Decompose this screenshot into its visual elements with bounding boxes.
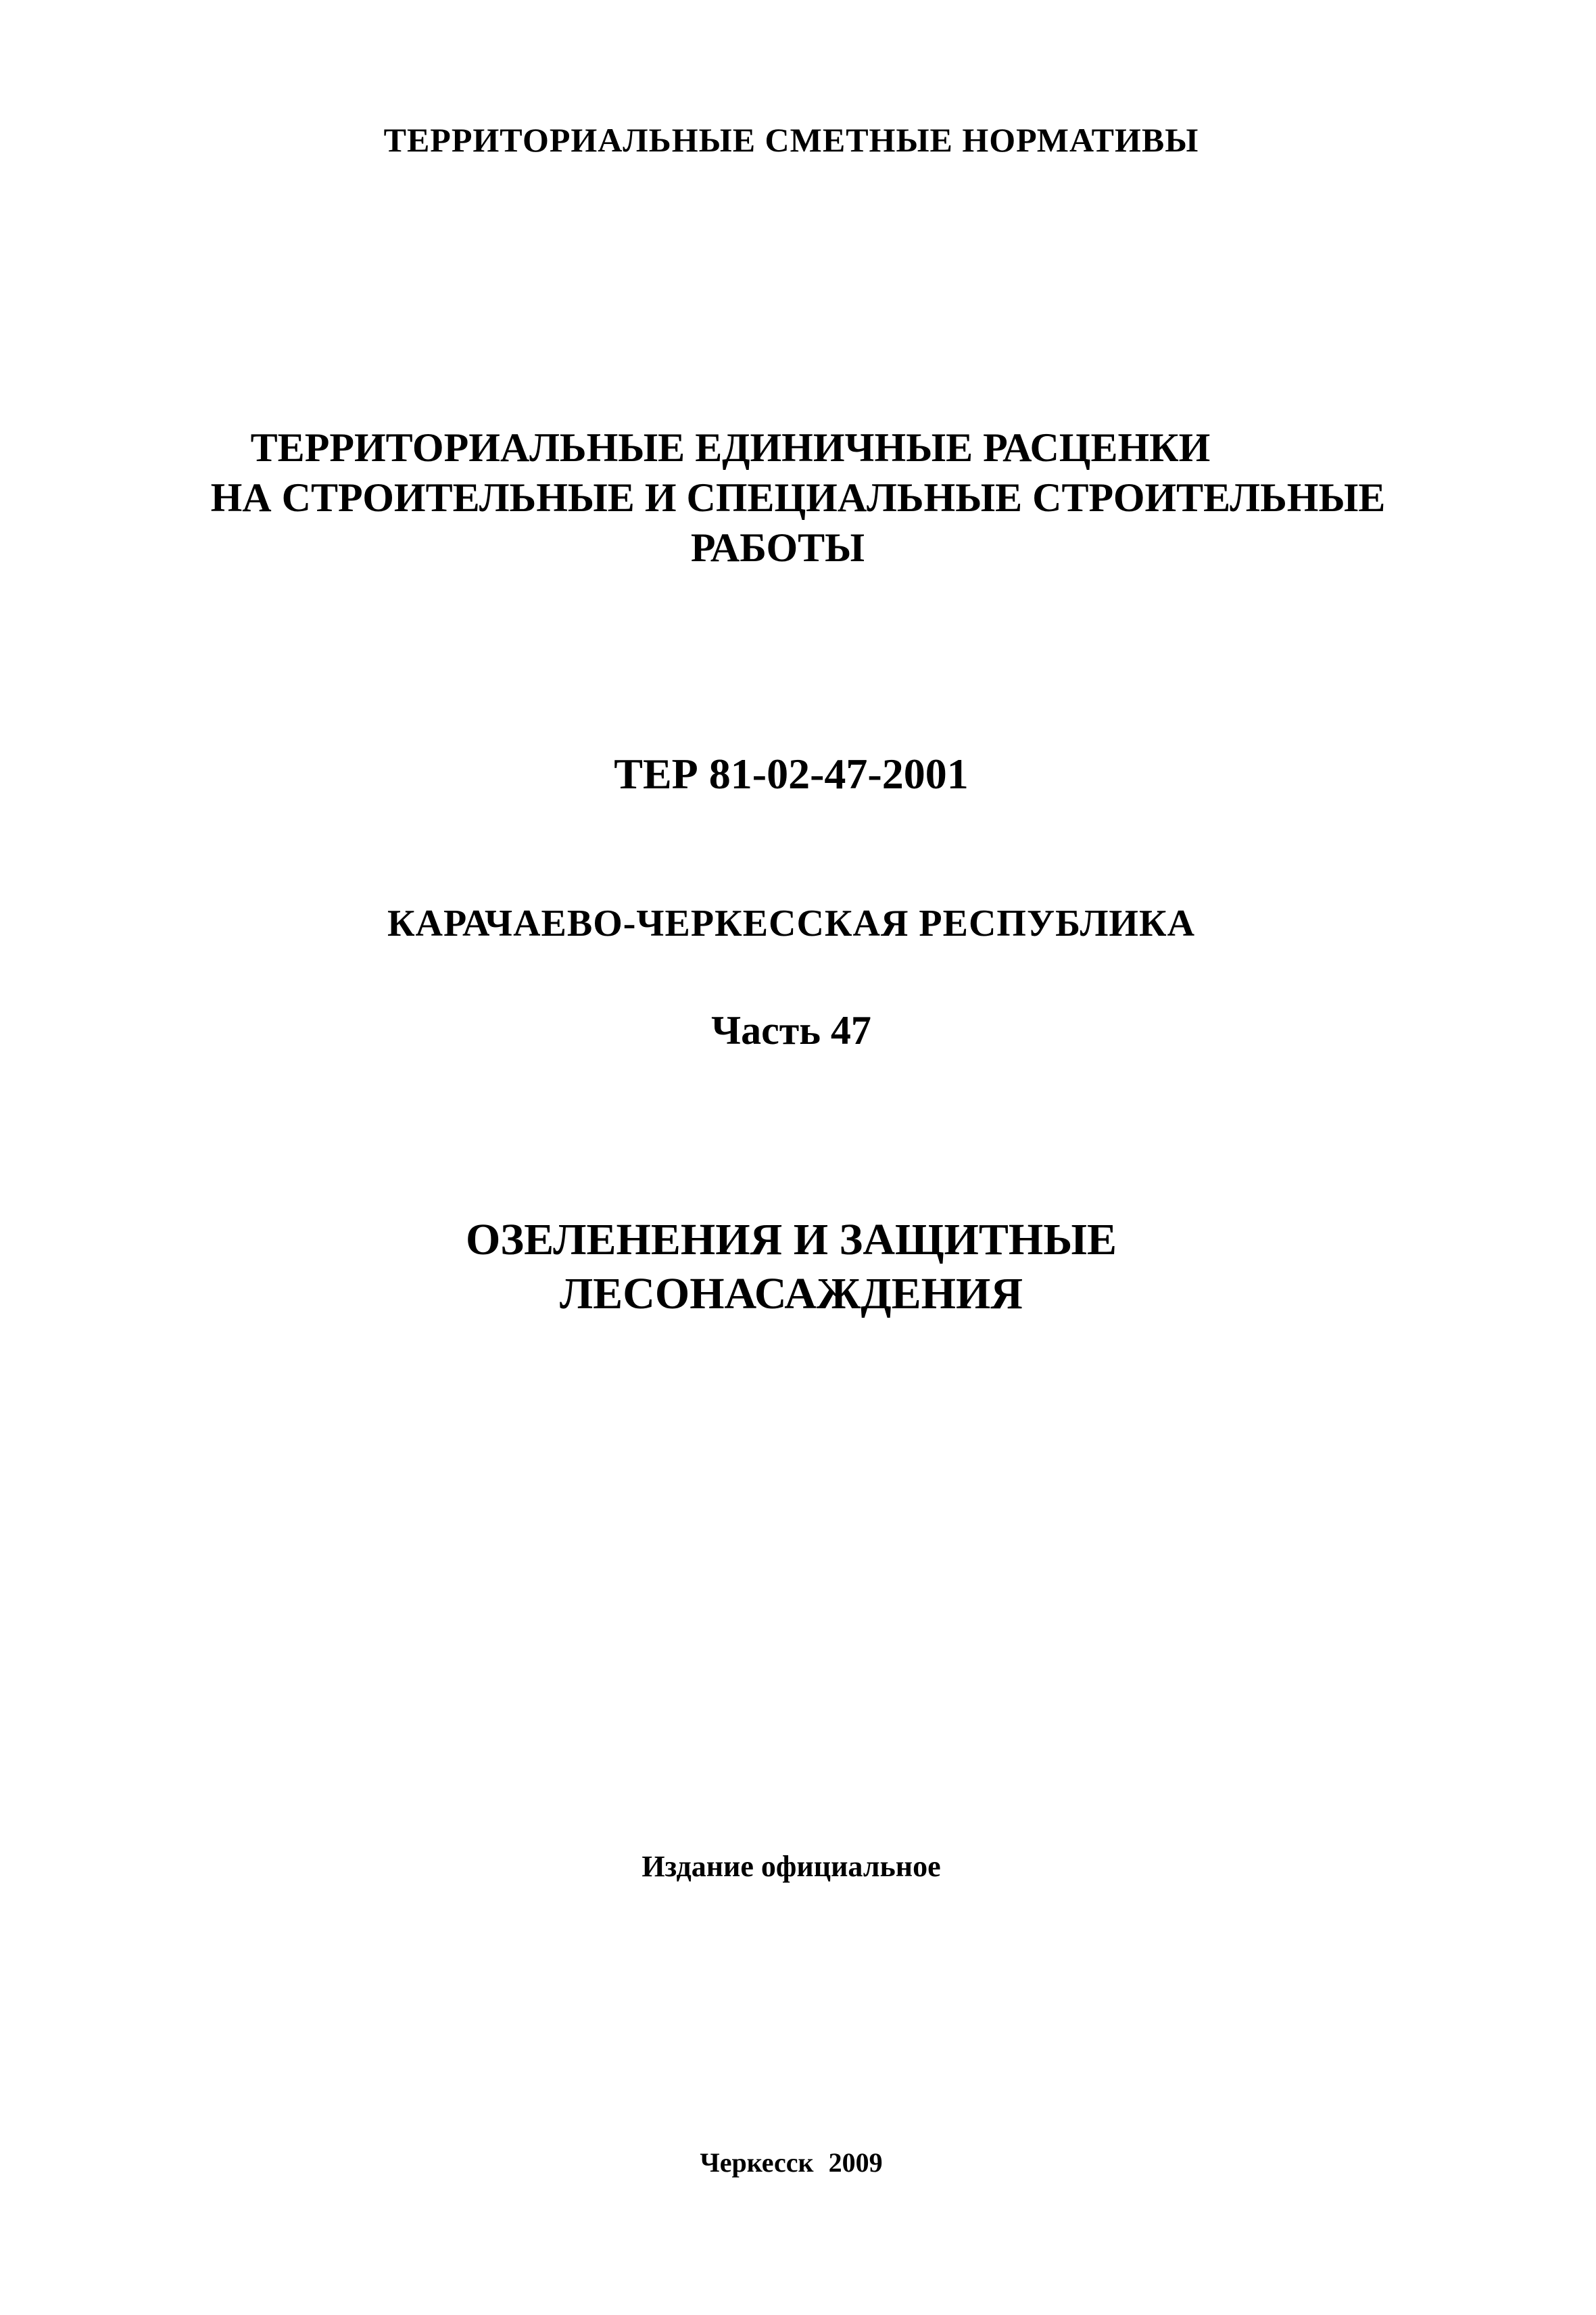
document-code: ТЕР 81-02-47-2001 [614, 750, 969, 798]
main-title [0, 423, 1596, 573]
section-title-line-2: ЛЕСОНАСАЖДЕНИЯ [560, 1269, 1023, 1318]
city-year: Черкесск 2009 [700, 2147, 883, 2178]
main-title-line-1: ТЕРРИТОРИАЛЬНЫЕ ЕДИНИЧНЫЕ РАСЦЕНКИ [250, 425, 1211, 470]
section-title-line-1: ОЗЕЛЕНЕНИЯ И ЗАЩИТНЫЕ [465, 1215, 1117, 1264]
region-name: КАРАЧАЕВО-ЧЕРКЕССКАЯ РЕСПУБЛИКА [387, 903, 1196, 945]
part-number: Часть 47 [711, 1008, 871, 1053]
series-title: ТЕРРИТОРИАЛЬНЫЕ СМЕТНЫЕ НОРМАТИВЫ [383, 121, 1199, 159]
main-title-line-2: НА СТРОИТЕЛЬНЫЕ И СПЕЦИАЛЬНЫЕ СТРОИТЕЛЬНЫЕ [210, 475, 1386, 520]
edition-note: Издание официальное [642, 1850, 941, 1883]
main-title-line-3: РАБОТЫ [690, 525, 865, 570]
section-title [0, 1213, 1589, 1321]
